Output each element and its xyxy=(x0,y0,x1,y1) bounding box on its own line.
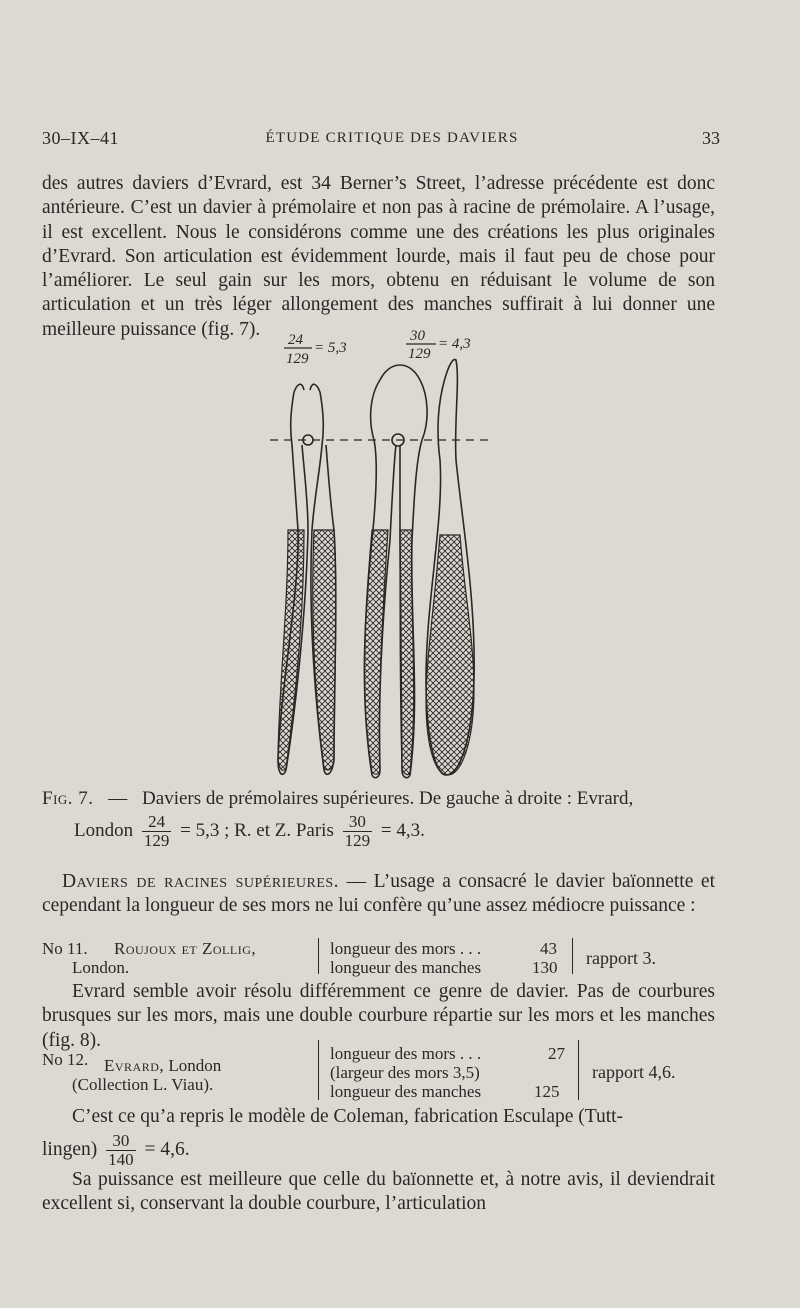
figure-7-forceps xyxy=(250,320,520,790)
caption-text: Daviers de prémolaires supérieures. De gauche à droite : Evrard, xyxy=(142,788,634,809)
paragraph-4 xyxy=(42,1168,715,1217)
section-dash: — xyxy=(346,871,367,892)
entry-11-value-1: 43 xyxy=(540,939,557,958)
entry-12-maker: Evrard, xyxy=(104,1056,165,1075)
entry-11-measure-2: longueur des manches xyxy=(330,958,482,977)
paragraph-3 xyxy=(42,1105,715,1129)
caption-middle: = 5,3 ; R. et Z. Paris xyxy=(180,819,334,841)
section-heading: Daviers de racines supérieures. xyxy=(62,871,340,892)
entry-12-divider-1 xyxy=(318,1040,319,1100)
annotation-right-num: 30 xyxy=(410,328,425,344)
section-text: L’usage a consacré le davier baïonnette et cependant la longueur de ses mors ne lui confère qu’une assez médiocre puissance : xyxy=(42,871,715,917)
paragraph-3-lingen: lingen) xyxy=(42,1138,98,1160)
paragraph-2 xyxy=(42,980,715,1053)
entry-12-place: London xyxy=(168,1056,222,1075)
header-title: ÉTUDE CRITIQUE DES DAVIERS xyxy=(265,130,519,146)
caption-dash: — xyxy=(108,788,128,809)
entry-11-divider-1 xyxy=(318,938,319,974)
annotation-left-den: 129 xyxy=(286,351,309,367)
paragraph-3-result: = 4,6. xyxy=(144,1138,190,1160)
entry-12-ratio: rapport 4,6. xyxy=(592,1062,676,1082)
entry-11-measure-1: longueur des mors . . . xyxy=(330,939,482,958)
annotation-right-result: = 4,3 xyxy=(438,336,471,352)
annotation-left-result: = 5,3 xyxy=(314,340,347,356)
caption-fraction-2: $\frac{30}{129}$ xyxy=(344,812,371,850)
caption-london: London xyxy=(74,819,134,841)
entry-12-value-1: 27 xyxy=(548,1044,565,1063)
entry-11-ratio: rapport 3. xyxy=(586,948,656,968)
entry-11-place: London. xyxy=(72,958,130,977)
page-number: 33 xyxy=(702,128,720,148)
entry-12-maker-line xyxy=(104,1056,221,1076)
annotation-right-den: 129 xyxy=(408,346,431,362)
entry-12-value-3: 125 xyxy=(534,1082,560,1101)
caption-line-2 xyxy=(74,813,425,850)
entry-12-divider-2 xyxy=(578,1040,579,1100)
paragraph-4-text: Sa puissance est meilleure que celle du baïonnette et, à notre avis, il deviendrait excellent si, conservant la double courbure, l’articulation xyxy=(42,1169,715,1215)
intro-paragraph: des autres daviers d’Evrard, est 34 Berner’s Street, l’adresse précédente est donc antérieure. C’est un davier à prémolaire et non pas à racine de prémolaire. A l’usage, il est excellent. Nous le considérons comme une des créations les plus originales d’Evrard. Son articulation est évidemment lourde, mais il faut peu de chose pour l’améliorer. Le seul gain sur les mors, obtenu en réduisant le volume de son articulation et un très léger allongement des manches suffirait à lui donner une meilleure puissance (fig. 7). xyxy=(42,173,715,340)
caption-label: Fig. 7. xyxy=(42,788,94,809)
entry-12-measure-2: (largeur des mors 3,5) xyxy=(330,1063,480,1082)
entry-11-divider-2 xyxy=(572,938,573,974)
entry-11-makers: Roujoux et Zollig, xyxy=(114,939,257,958)
entry-11-number: No 11. xyxy=(42,939,88,958)
paragraph-3-line-1: C’est ce qu’a repris le modèle de Coleman, fabrication Esculape (Tutt- xyxy=(72,1106,624,1127)
forceps-drawing xyxy=(250,320,520,790)
paragraph-3-fraction: $\frac{30}{140}$ xyxy=(108,1131,134,1169)
figure-caption xyxy=(42,787,732,850)
caption-fraction-1: $\frac{24}{129}$ xyxy=(143,812,170,850)
entry-12-number: No 12. xyxy=(42,1050,89,1069)
annotation-left-num: 24 xyxy=(288,332,303,348)
paragraph-2-text: Evrard semble avoir résolu différemment ce genre de davier. Pas de courbures brusques sur les mors, mais une double courbure répartie sur les mors et les manches (fig. 8). xyxy=(42,981,715,1051)
entry-12-measure-1: longueur des mors . . . xyxy=(330,1044,482,1063)
entry-12-measure-3: longueur des manches xyxy=(330,1082,482,1101)
entry-12-collection: (Collection L. Viau). xyxy=(72,1075,214,1094)
caption-end: = 4,3. xyxy=(380,819,425,841)
paragraph-3-line-2 xyxy=(42,1132,715,1169)
running-header xyxy=(42,128,720,152)
section-paragraph xyxy=(42,870,715,919)
header-date: 30–IX–41 xyxy=(42,128,119,148)
entry-11-value-2: 130 xyxy=(532,958,558,977)
